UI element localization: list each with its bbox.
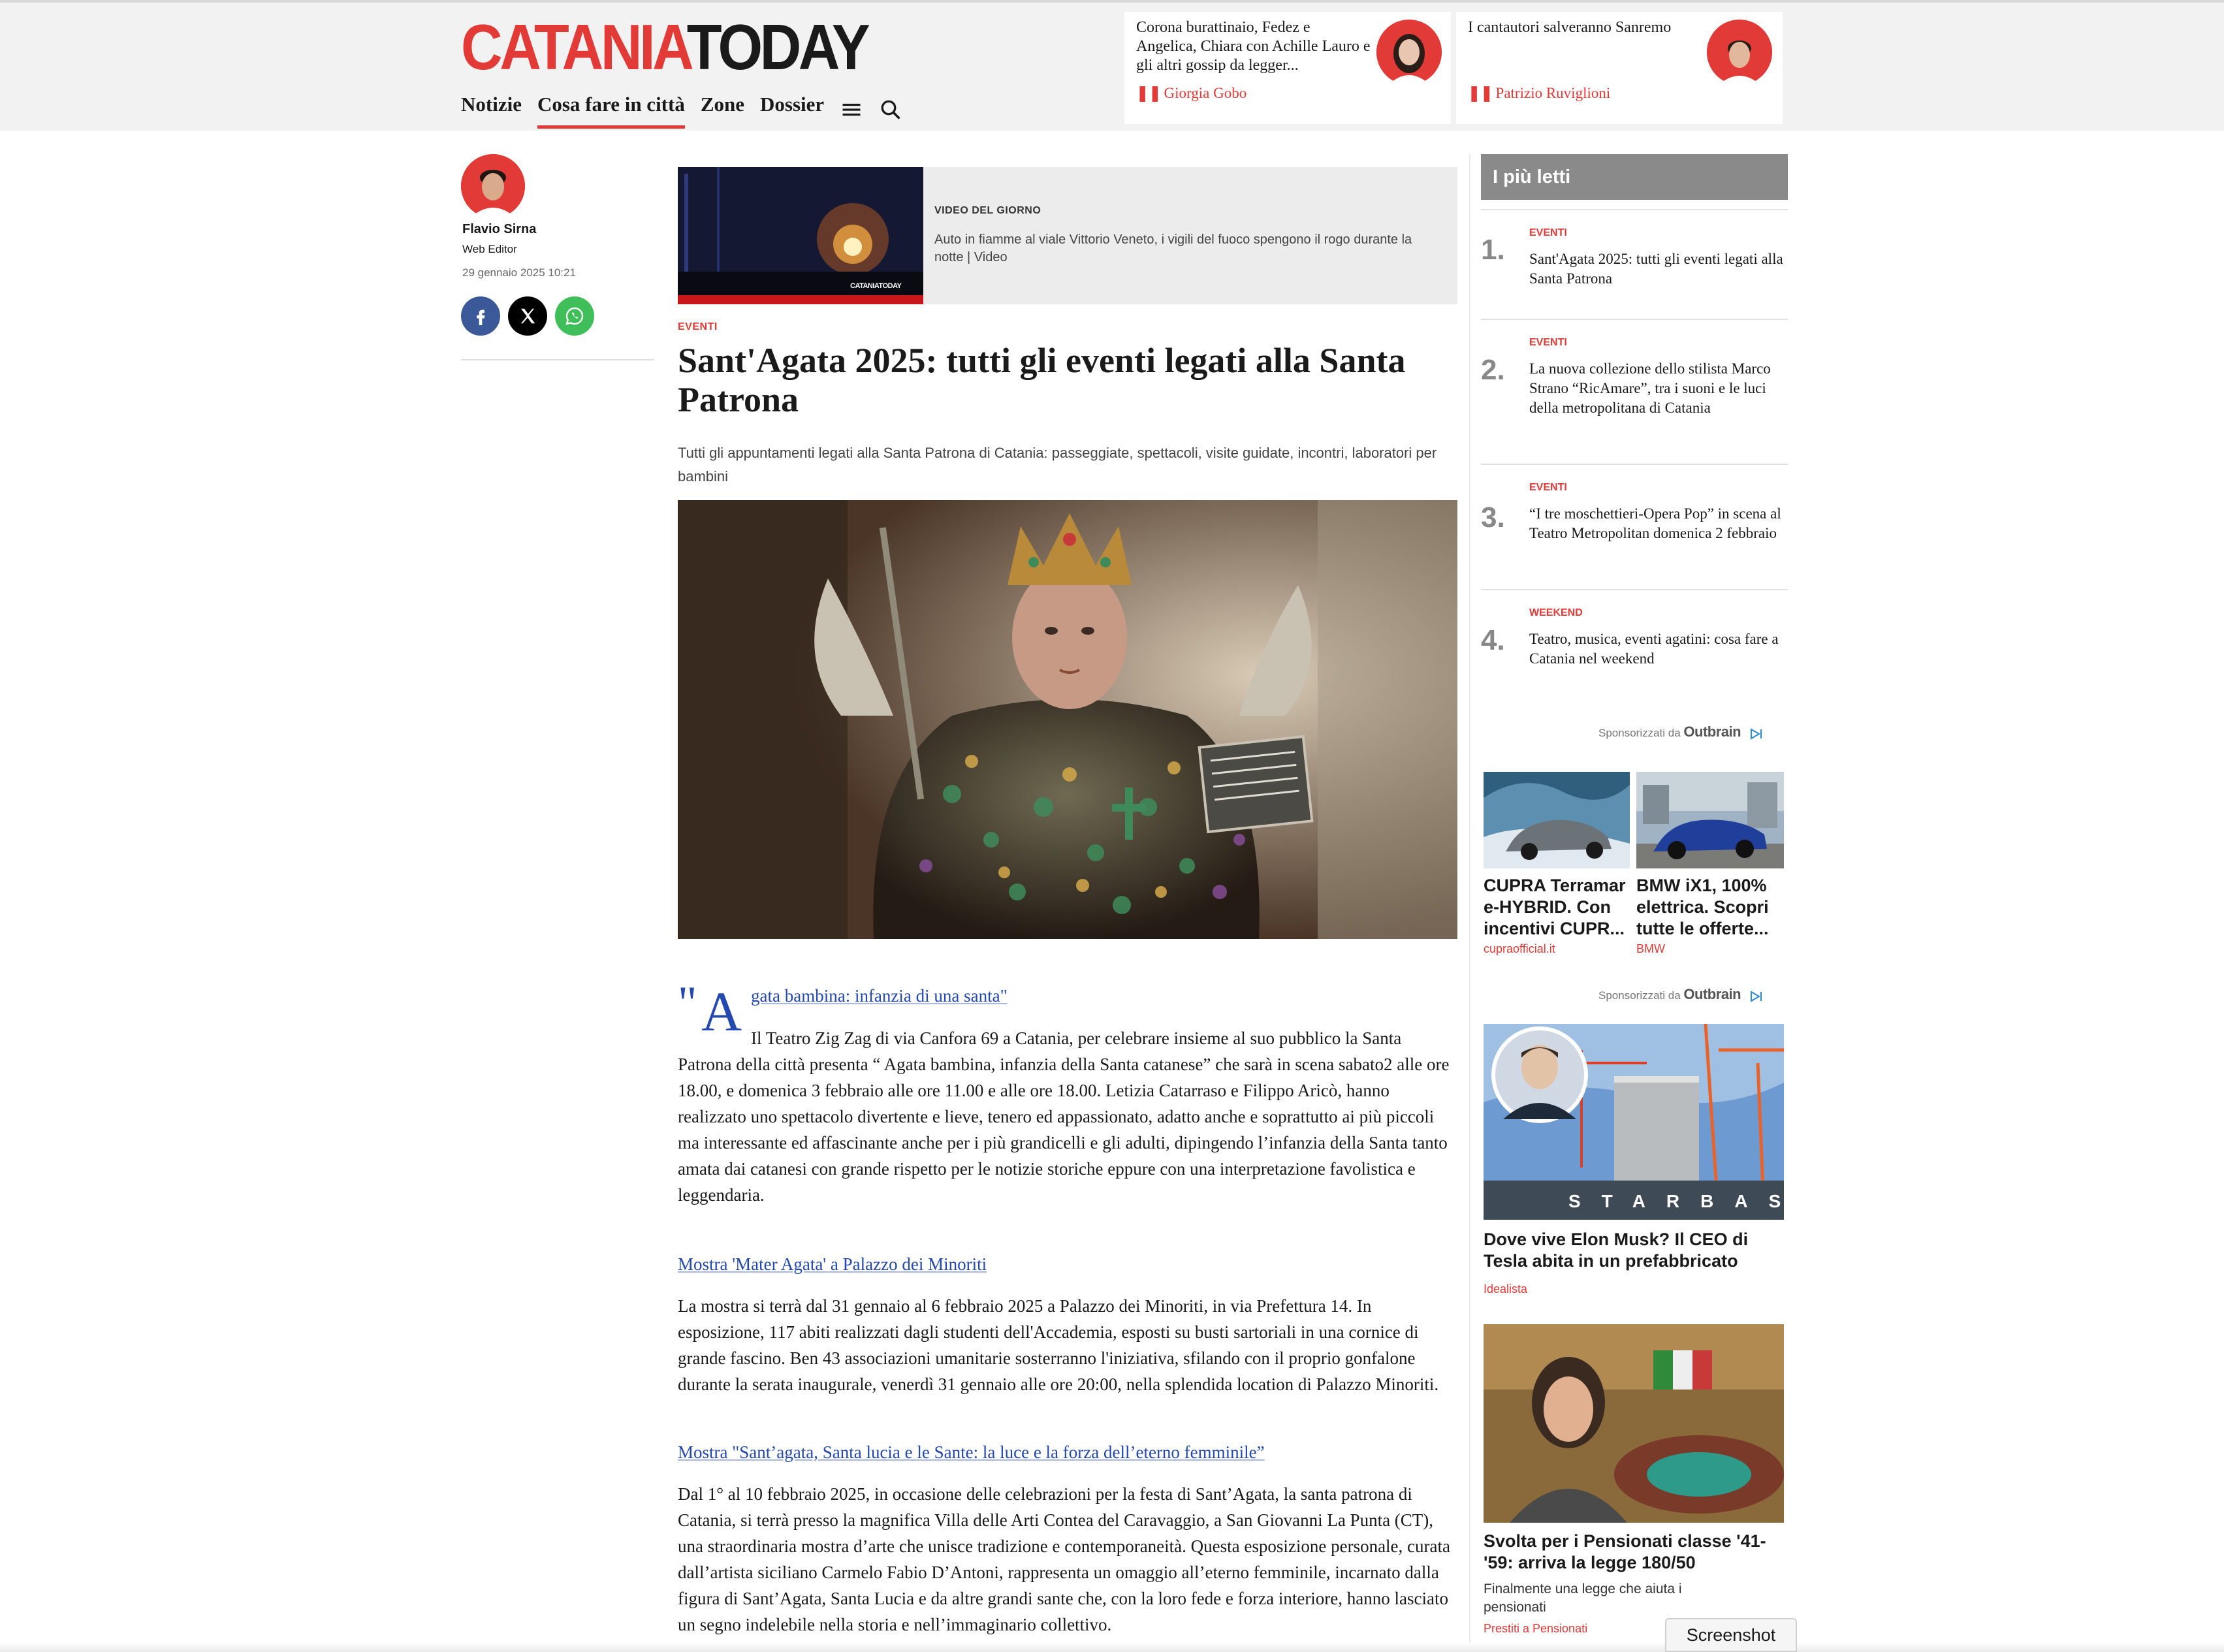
ad-image-starbase[interactable] — [1484, 1024, 1835, 1220]
ad-title[interactable]: BMW iX1, 100% elettrica. Scopri tutte le offerte... — [1636, 876, 1769, 938]
ad-image-bmw[interactable] — [1636, 772, 1784, 868]
publish-date: 29 gennaio 2025 10:21 — [462, 266, 576, 279]
menu-icon[interactable] — [840, 98, 863, 121]
item-category[interactable]: WEEKEND — [1529, 607, 1583, 618]
adchoices-icon[interactable] — [1749, 728, 1764, 740]
nav-dossier[interactable]: Dossier — [760, 93, 825, 116]
sponsored-by-text: Sponsorizzati da — [1598, 989, 1681, 1002]
paragraph-text: Dal 1° al 10 febbraio 2025, in occasione delle celebrazioni per la festa di Sant’Agata, la santa patrona di Catania, si terrà presso la magnifica Villa delle Arti Contea del Caravaggio, a San Giovanni La Punta (CT), una straordinaria mostra d’arte che unisce tradizione e contemporaneità. Questa esposizione personale, curata dall’artista siciliano Carmelo Fabio D’Antoni, rappresenta un omaggio all’eterno femminile, incarnato dalla figura di Sant’Agata, Santa Lucia e da altre grandi sante che, con la loro fede e forza interiore, hanno lasciato un segno indelebile nella storia e nell’immaginario collettivo. — [678, 1484, 1450, 1634]
ad-image-cupra[interactable] — [1484, 772, 1630, 868]
ad-source[interactable]: Prestiti a Pensionati — [1484, 1622, 1588, 1635]
nav-zone[interactable]: Zone — [700, 93, 745, 116]
video-thumbnail[interactable] — [678, 167, 923, 304]
ad-title[interactable]: Dove vive Elon Musk? Il CEO di Tesla abita in un prefabbricato — [1484, 1230, 1749, 1271]
item-category[interactable]: EVENTI — [1529, 482, 1567, 493]
screenshot-button[interactable]: Screenshot — [1665, 1618, 1797, 1652]
hero-image-saint-agatha — [678, 500, 1457, 939]
opinion-title: I cantautori salveranno Sanremo — [1468, 19, 1672, 36]
opinion-title: Corona burattinaio, Fedez e Angelica, Chiara con Achille Lauro e gli altri gossip da legger... — [1136, 19, 1371, 74]
opinion-author: ❚❚ Giorgia Gobo — [1136, 85, 1247, 101]
article-category[interactable]: EVENTI — [678, 321, 718, 332]
section-heading-link — [678, 1439, 1457, 1465]
ad-subtitle: Finalmente una legge che aiuta i pensionati — [1484, 1581, 1682, 1615]
site-header — [0, 0, 2224, 131]
most-read-item[interactable] — [1481, 209, 1788, 319]
outbrain-logo: Outbrain — [1683, 723, 1741, 740]
video-title[interactable]: Auto in fiamme al viale Vittorio Veneto, i vigili del fuoco spengono il rogo durante la notte | Video — [934, 232, 1412, 264]
article-title: Sant'Agata 2025: tutti gli eventi legati alla Santa Patrona — [678, 341, 1406, 419]
section-link-mostra-sante[interactable]: Mostra "Sant’agata, Santa lucia e le Sante: la luce e la forza dell’eterno femminile” — [678, 1442, 1265, 1462]
share-facebook-button[interactable] — [461, 296, 500, 336]
ad-source[interactable]: cupraofficial.it — [1484, 942, 1555, 955]
nav-cosa-fare[interactable]: Cosa fare in città — [537, 93, 685, 129]
column-divider — [1469, 154, 1470, 1652]
logo-part-today: TODAY — [686, 11, 868, 83]
nav-notizie[interactable]: Notizie — [461, 93, 522, 116]
browser-bottom-edge — [0, 1643, 2224, 1652]
most-read-item[interactable] — [1481, 319, 1788, 464]
rank-number: 4. — [1481, 624, 1505, 656]
most-read-heading: I più letti — [1481, 154, 1788, 200]
author-avatar — [1376, 20, 1442, 85]
section-link-agata-bambina[interactable]: gata bambina: infanzia di una santa" — [751, 986, 1008, 1006]
section-heading-link — [678, 1251, 1457, 1277]
sponsored-label[interactable] — [1598, 723, 1764, 740]
video-label: VIDEO DEL GIORNO — [934, 205, 1041, 216]
header-opinion-card-2[interactable] — [1456, 12, 1783, 124]
search-icon[interactable] — [879, 98, 902, 121]
x-icon — [518, 306, 537, 326]
divider — [461, 359, 654, 360]
article-summary: Tutti gli appuntamenti legati alla Santa Patrona di Catania: passeggiate, spettacoli, visite guidate, incontri, laboratori per bambini — [678, 445, 1437, 484]
item-title[interactable]: La nuova collezione dello stilista Marco Strano “RicAmare”, tra i suoni e le luci della metropolitana di Catania — [1529, 360, 1771, 416]
most-read-item[interactable] — [1481, 464, 1788, 589]
item-category[interactable]: EVENTI — [1529, 227, 1567, 238]
rank-number: 3. — [1481, 501, 1505, 533]
item-title[interactable]: Sant'Agata 2025: tutti gli eventi legati alla Santa Patrona — [1529, 251, 1783, 287]
item-title[interactable]: Teatro, musica, eventi agatini: cosa fare a Catania nel weekend — [1529, 631, 1779, 667]
share-whatsapp-button[interactable] — [555, 296, 594, 336]
whatsapp-icon — [564, 306, 585, 326]
most-read-item[interactable] — [1481, 589, 1788, 693]
item-title[interactable]: “I tre moschettieri-Opera Pop” in scena al Teatro Metropolitan domenica 2 febbraio — [1529, 505, 1781, 541]
ad-title[interactable]: Svolta per i Pensionati classe '41-'59: arriva la legge 180/50 — [1484, 1531, 1766, 1572]
author-avatar[interactable] — [461, 154, 525, 218]
ad-source[interactable]: Idealista — [1484, 1282, 1528, 1295]
opinion-author: ❚❚ Patrizio Ruviglioni — [1468, 85, 1611, 101]
adchoices-icon[interactable] — [1749, 991, 1764, 1002]
sponsored-by-text: Sponsorizzati da — [1598, 727, 1681, 739]
sponsored-label[interactable] — [1598, 986, 1764, 1003]
site-logo[interactable] — [461, 11, 868, 83]
rank-number: 2. — [1481, 354, 1505, 386]
rank-number: 1. — [1481, 234, 1505, 266]
main-nav — [461, 93, 902, 129]
share-x-button[interactable] — [508, 296, 547, 336]
paragraph-text: La mostra si terrà dal 31 gennaio al 6 febbraio 2025 a Palazzo dei Minoriti, in via Prefettura 14. In esposizione, 117 abiti realizzati dagli studenti dell'Accademia, esposti su busti sartoriali in una cornice di grande fascino. Ben 43 associazioni umanitarie sosterranno l'iniziativa, sfilando con il proprio gonfalone durante la serata inaugurale, venerdì 31 gennaio alle ore 20:00, nella splendida location di Palazzo Minoriti. — [678, 1296, 1439, 1394]
ad-image-parliament[interactable] — [1484, 1324, 1784, 1523]
starbase-sign: STARBASE — [1568, 1191, 1835, 1211]
author-avatar — [1707, 20, 1772, 85]
ad-title[interactable]: CUPRA Terramar e-HYBRID. Con incentivi CUPR... — [1484, 876, 1626, 938]
article-paragraph-2 — [678, 1293, 1457, 1397]
article-paragraph-1 — [678, 1025, 1457, 1208]
video-watermark: CATANIATODAY — [850, 282, 902, 290]
ad-source[interactable]: BMW — [1636, 942, 1665, 955]
article-paragraph-3 — [678, 1481, 1457, 1638]
logo-part-catania: CATANIA — [461, 11, 687, 83]
paragraph-text: Il Teatro Zig Zag di via Canfora 69 a Catania, per celebrare insieme al suo pubblico la Santa Patrona della città presenta “ Agata bambina, infanzia della Santa catanese” che sarà in scena sabato2 alle ore 18.00, e domenica 3 febbraio alle ore 11.00 e alle ore 18.00. Letizia Catarraso e Filippo Aricò, hanno realizzato uno spettacolo divertente e lieve, tenero ed appassionato, adatto anche e soprattutto ai più piccoli ma interessante ed affascinante anche per i più grandicelli e gli adulti, dipingendo l’infanzia della Santa tanto amata dai catanesi con grande rispetto per le notizie storiche eppure con una interpretazione favolistica e leggendaria. — [678, 1028, 1450, 1205]
section-link-mater-agata[interactable]: Mostra 'Mater Agata' a Palazzo dei Minoriti — [678, 1254, 987, 1274]
author-name[interactable]: Flavio Sirna — [462, 222, 537, 236]
video-of-the-day[interactable] — [678, 167, 1457, 304]
drop-cap: A — [701, 980, 742, 1043]
author-role: Web Editor — [462, 243, 517, 255]
item-category[interactable]: EVENTI — [1529, 337, 1567, 348]
facebook-icon — [471, 307, 490, 325]
header-opinion-card-1[interactable] — [1124, 12, 1451, 124]
quote-mark: " — [678, 977, 697, 1029]
outbrain-logo: Outbrain — [1683, 986, 1741, 1002]
